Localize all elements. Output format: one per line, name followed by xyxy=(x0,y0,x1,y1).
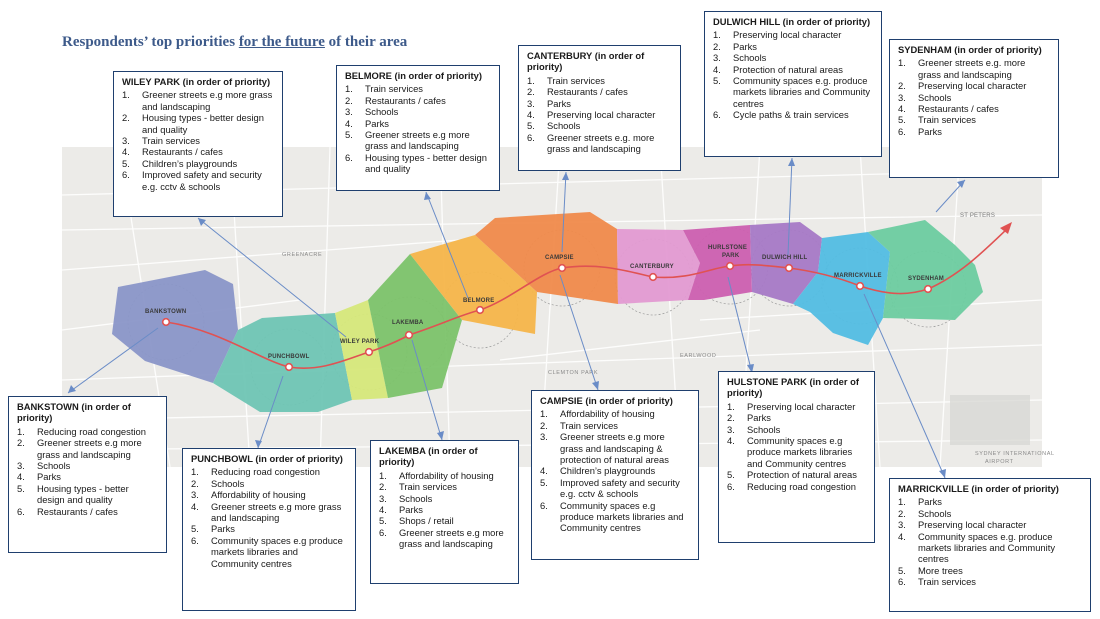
list-item: Train services xyxy=(560,419,618,431)
list-item: Affordability of housing xyxy=(560,408,655,420)
station-marrickville xyxy=(857,283,864,290)
list-item: Housing types - better design and quality xyxy=(37,482,129,506)
list-item: Schools xyxy=(399,492,433,504)
list-item: Greener streets e.g more grass and landscaping xyxy=(211,500,342,524)
list-item: Greener streets e.g more grass and landscaping xyxy=(399,526,504,550)
station-campsie xyxy=(559,265,566,272)
list-item: Reducing road congestion xyxy=(211,466,320,478)
label-hulstone-park-line1: HURLSTONE xyxy=(708,245,748,251)
label-marrickville: MARRICKVILLE xyxy=(834,273,882,279)
area-label-clemton-park: CLEMTON PARK xyxy=(548,370,599,376)
priority-list xyxy=(898,57,1050,137)
box-heading: DULWICH HILL (in order of priority) xyxy=(713,16,871,27)
station-punchbowl xyxy=(286,364,293,371)
list-item: Schools xyxy=(37,460,71,472)
list-item: Schools xyxy=(547,120,581,132)
list-item: Children’s playgrounds xyxy=(142,157,238,169)
station-lakemba xyxy=(406,332,413,339)
list-item: Greener streets e.g more grass and landscaping xyxy=(365,129,470,152)
priority-box-wiley-park xyxy=(113,71,283,217)
priority-list xyxy=(898,496,1082,587)
list-item: Community spaces e.g. produce markets libraries and Community centres xyxy=(918,530,1056,565)
label-sydenham: SYDENHAM xyxy=(908,276,944,282)
list-item: Improved safety and security e.g. cctv & schools xyxy=(142,169,262,192)
list-item: Greener streets e.g. more grass and landscaping xyxy=(918,57,1026,80)
list-item: Parks xyxy=(747,412,771,424)
priority-list xyxy=(191,466,347,569)
priority-list xyxy=(17,426,158,517)
priority-list xyxy=(527,75,672,155)
priority-box-punchbowl xyxy=(182,448,356,611)
box-heading: HULSTONE PARK (in order of priority) xyxy=(727,376,859,399)
list-item: Improved safety and security e.g. cctv & schools xyxy=(560,476,680,500)
list-item: Preserving local character xyxy=(747,400,856,412)
list-item: Parks xyxy=(918,125,942,137)
label-canterbury: CANTERBURY xyxy=(630,264,674,270)
area-label-airport-line2: AIRPORT xyxy=(985,459,1014,465)
label-campsie: CAMPSIE xyxy=(545,255,574,261)
area-label-greenacre: GREENACRE xyxy=(282,252,323,258)
list-item: Schools xyxy=(747,423,781,435)
box-heading: LAKEMBA (in order of priority) xyxy=(379,445,478,468)
station-hulstone-park xyxy=(727,263,734,270)
box-heading: WILEY PARK (in order of priority) xyxy=(122,76,271,87)
label-wiley-park: WILEY PARK xyxy=(340,339,380,345)
list-item: Schools xyxy=(211,477,245,489)
box-heading: MARRICKVILLE (in order of priority) xyxy=(898,483,1059,494)
list-item: Train services xyxy=(365,83,423,95)
list-item: Greener streets e.g more grass and landscaping xyxy=(37,437,142,460)
label-st-peters: ST PETERS xyxy=(960,213,996,219)
list-item: Affordability of housing xyxy=(211,489,306,501)
list-item: Protection of natural areas xyxy=(733,63,843,75)
box-heading: SYDENHAM (in order of priority) xyxy=(898,44,1042,55)
list-item: Housing types - better design and quality xyxy=(142,112,264,135)
list-item: More trees xyxy=(918,564,963,576)
box-heading: CAMPSIE (in order of priority) xyxy=(540,395,673,406)
title-text-end: of their area xyxy=(324,34,408,50)
label-bankstown: BANKSTOWN xyxy=(145,309,187,315)
priority-list xyxy=(727,401,866,492)
station-canterbury xyxy=(650,274,657,281)
list-item: Protection of natural areas xyxy=(747,469,857,481)
station-wiley-park xyxy=(366,349,373,356)
priority-list xyxy=(345,83,491,174)
priority-list xyxy=(713,29,873,120)
list-item: Children’s playgrounds xyxy=(560,465,656,477)
list-item: Parks xyxy=(37,471,61,483)
list-item: Restaurants / cafes xyxy=(365,94,446,106)
list-item: Greener streets e.g. more grass and landscaping xyxy=(547,131,655,155)
list-item: Schools xyxy=(365,106,399,118)
list-item: Restaurants / cafes xyxy=(142,146,223,158)
box-heading: BELMORE (in order of priority) xyxy=(345,70,482,81)
list-item: Parks xyxy=(733,40,757,52)
list-item: Greener streets e.g more grass and landscaping & protection of natural areas xyxy=(560,431,669,466)
list-item: Preserving local character xyxy=(918,519,1027,531)
area-label-earlwood: EARLWOOD xyxy=(680,353,717,359)
list-item: Restaurants / cafes xyxy=(918,103,999,115)
priority-list xyxy=(379,470,510,550)
priority-box-sydenham xyxy=(889,39,1059,178)
priority-box-hulstone-park xyxy=(718,371,875,543)
station-belmore xyxy=(477,307,484,314)
priority-box-belmore xyxy=(336,65,500,191)
box-heading: CANTERBURY (in order of priority) xyxy=(527,50,645,73)
box-heading: BANKSTOWN (in order of priority) xyxy=(17,401,131,424)
title-underlined-text: for the future xyxy=(238,34,325,50)
list-item: Affordability of housing xyxy=(399,469,494,481)
priority-list xyxy=(540,408,690,533)
list-item: Reducing road congestion xyxy=(37,425,146,437)
list-item: Community spaces e.g produce markets libraries and Community centres xyxy=(747,435,853,469)
list-item: Schools xyxy=(733,52,767,64)
list-item: Restaurants / cafes xyxy=(37,505,118,517)
priority-box-marrickville xyxy=(889,478,1091,612)
list-item: Housing types - better design and quality xyxy=(365,151,487,175)
list-item: Parks xyxy=(211,523,235,535)
priority-box-dulwich-hill xyxy=(704,11,882,157)
list-item: Parks xyxy=(399,504,423,516)
list-item: Schools xyxy=(918,91,952,103)
airport-area xyxy=(950,395,1030,445)
list-item: Train services xyxy=(918,114,976,126)
priority-box-campsie xyxy=(531,390,699,560)
title-text: Respondents’ top priorities xyxy=(62,34,239,50)
list-item: Parks xyxy=(547,97,571,109)
priority-box-lakemba xyxy=(370,440,519,584)
box-heading: PUNCHBOWL (in order of priority) xyxy=(191,453,343,464)
label-dulwich-hill: DULWICH HILL xyxy=(762,255,808,261)
label-lakemba: LAKEMBA xyxy=(392,320,424,326)
station-sydenham xyxy=(925,286,932,293)
priority-box-canterbury xyxy=(518,45,681,171)
priority-box-bankstown xyxy=(8,396,167,553)
list-item: Greener streets e.g more grass and landscaping xyxy=(142,89,273,112)
list-item: Train services xyxy=(399,481,457,493)
list-item: Community spaces e.g produce markets libraries and Community centres xyxy=(211,534,343,569)
list-item: Train services xyxy=(142,135,200,147)
list-item: Preserving local character xyxy=(733,29,842,41)
label-hulstone-park-line2: PARK xyxy=(722,253,740,259)
list-item: Train services xyxy=(547,74,605,86)
area-label-airport-line1: SYDNEY INTERNATIONAL xyxy=(975,451,1055,457)
label-punchbowl: PUNCHBOWL xyxy=(268,354,310,360)
list-item: Parks xyxy=(365,117,389,129)
list-item: Preserving local character xyxy=(918,80,1027,92)
list-item: Restaurants / cafes xyxy=(547,86,628,98)
list-item: Community spaces e.g produce markets libraries and Community centres xyxy=(560,499,684,534)
list-item: Parks xyxy=(918,496,942,508)
station-dulwich-hill xyxy=(786,265,793,272)
list-item: Reducing road congestion xyxy=(747,480,856,492)
list-item: Cycle paths & train services xyxy=(733,109,849,121)
list-item: Schools xyxy=(918,507,952,519)
list-item: Shops / retail xyxy=(399,515,454,527)
priority-list xyxy=(122,89,274,192)
list-item: Preserving local character xyxy=(547,109,656,121)
list-item: Train services xyxy=(918,576,976,588)
label-belmore: BELMORE xyxy=(463,298,495,304)
list-item: Community spaces e.g. produce markets libraries and Community centres xyxy=(733,75,871,109)
station-bankstown xyxy=(163,319,170,326)
